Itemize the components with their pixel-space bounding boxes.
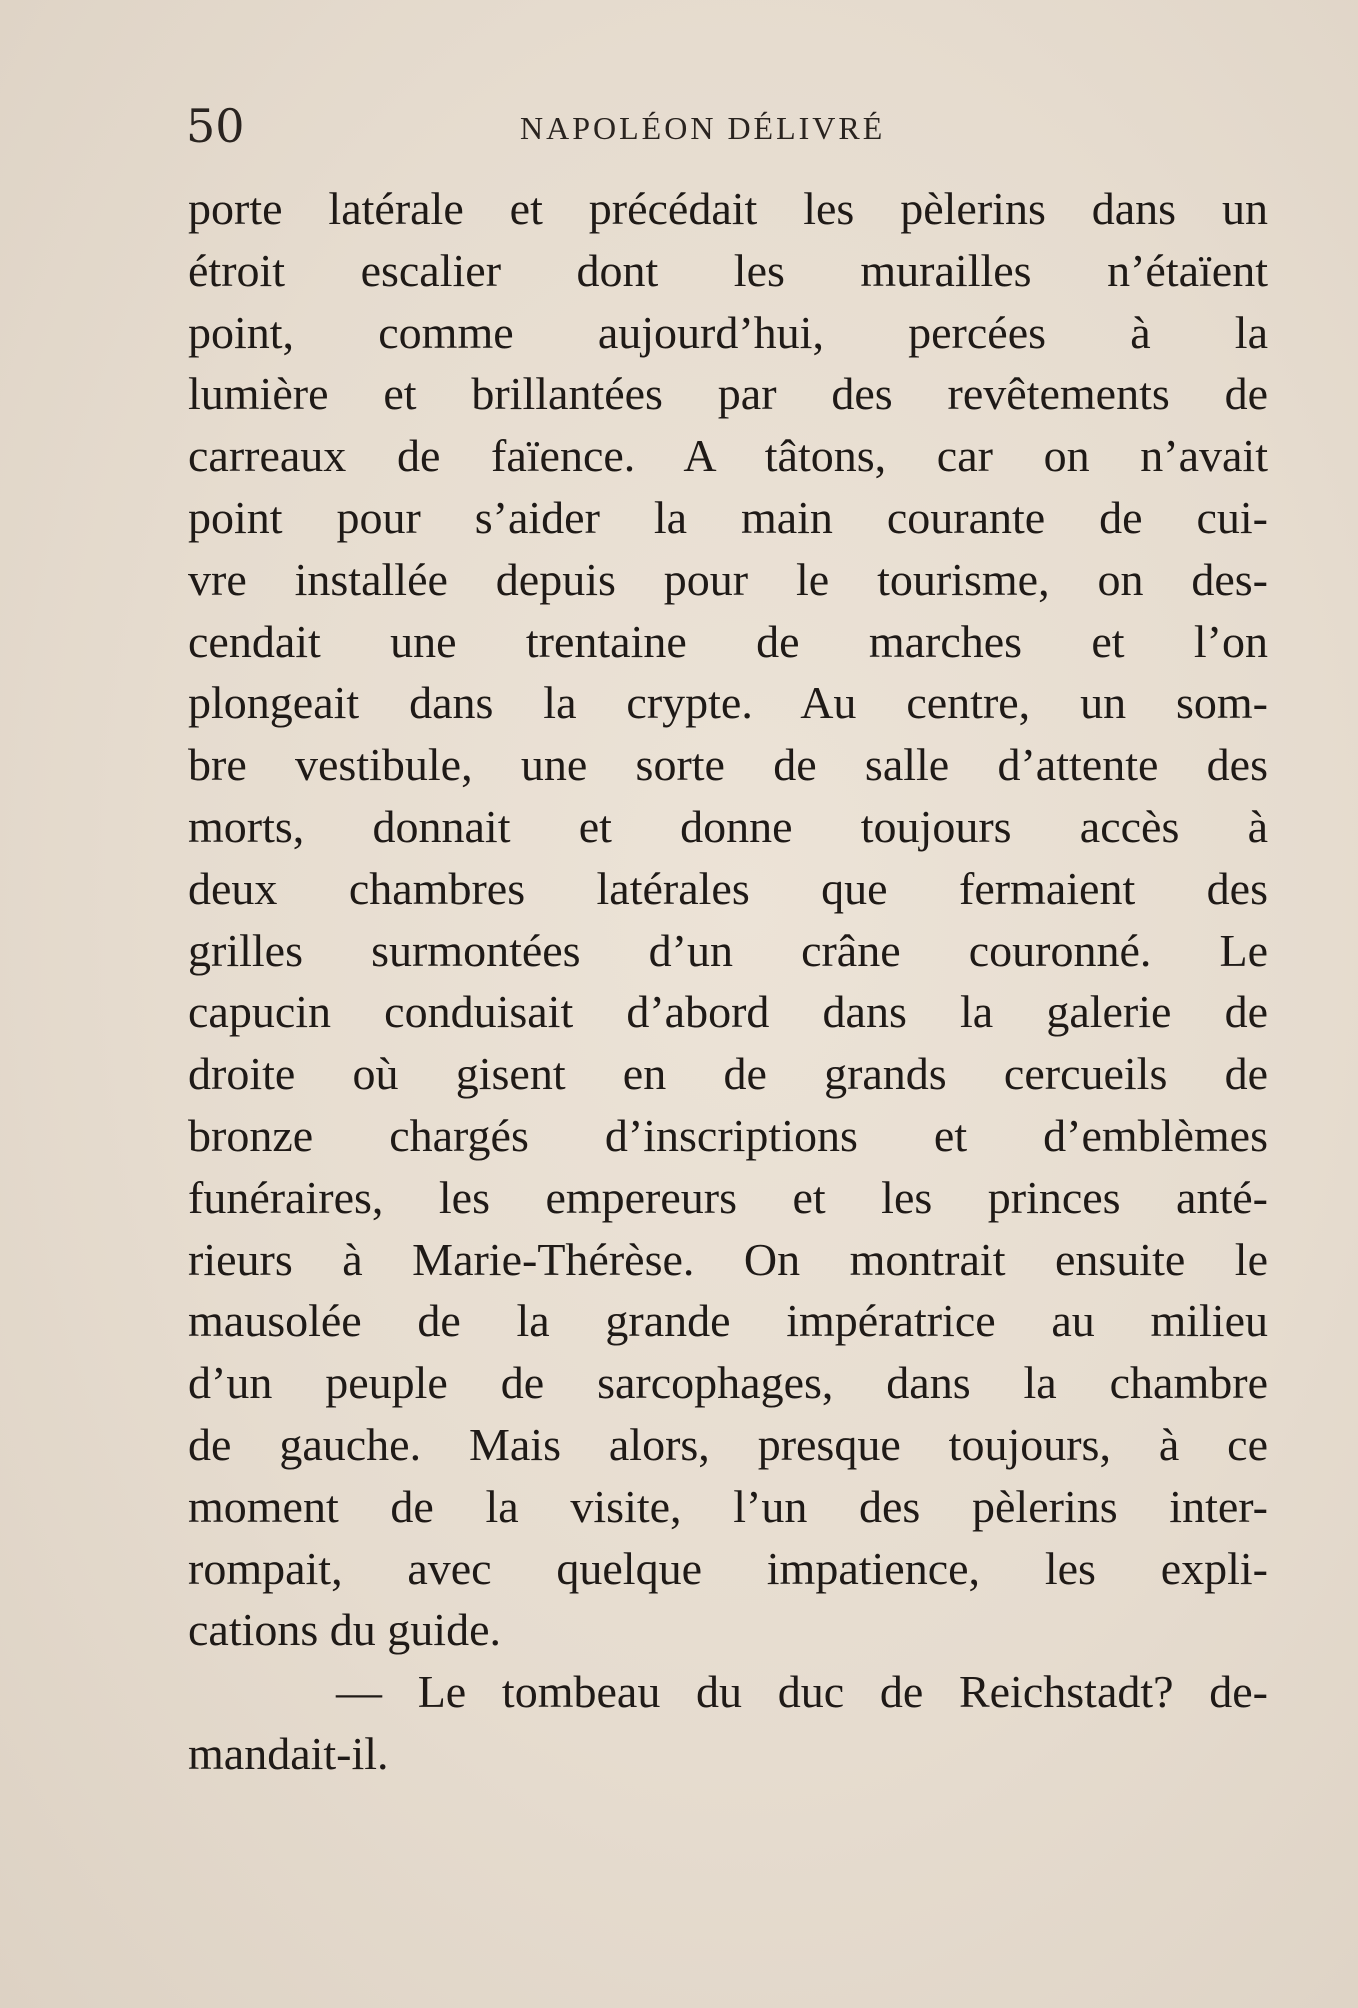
text-line: point pour s’aider la main courante de cui-	[188, 491, 1268, 543]
text-line: bre vestibule, une sorte de salle d’attente des	[188, 739, 1268, 791]
text-line: étroit escalier dont les murailles n’étaïent	[188, 244, 1268, 296]
text-line: capucin conduisait d’abord dans la galerie de	[188, 986, 1268, 1038]
page-number: 50	[186, 99, 245, 153]
text-line: funéraires, les empereurs et les princes anté-	[188, 1171, 1268, 1223]
text-line: mausolée de la grande impératrice au milieu	[188, 1295, 1268, 1347]
text-line: grilles surmontées d’un crâne couronné. Le	[188, 924, 1268, 976]
text-line: bronze chargés d’inscriptions et d’emblèmes	[188, 1109, 1268, 1161]
text-line: morts, donnait et donne toujours accès à	[188, 800, 1268, 852]
text-line: plongeait dans la crypte. Au centre, un som-	[188, 677, 1268, 729]
text-line: rieurs à Marie-Thérèse. On montrait ensuite le	[188, 1233, 1268, 1285]
text-line: cations du guide.	[188, 1604, 501, 1656]
text-line: lumière et brillantées par des revêtements de	[188, 368, 1268, 420]
text-line: de gauche. Mais alors, presque toujours, à ce	[188, 1418, 1268, 1470]
text-line: d’un peuple de sarcophages, dans la chambre	[188, 1357, 1268, 1409]
page-header	[186, 96, 1266, 156]
text-line: droite où gisent en de grands cercueils de	[188, 1048, 1268, 1100]
text-line: carreaux de faïence. A tâtons, car on n’avait	[188, 430, 1268, 482]
text-line: point, comme aujourd’hui, percées à la	[188, 306, 1268, 358]
text-line: vre installée depuis pour le tourisme, on des-	[188, 553, 1268, 605]
body-text	[188, 178, 1268, 1785]
text-line: deux chambres latérales que fermaient des	[188, 862, 1268, 914]
running-title: NAPOLÉON DÉLIVRÉ	[520, 110, 886, 146]
text-line: porte latérale et précédait les pèlerins dans un	[188, 183, 1268, 234]
text-line: mandait-il.	[188, 1727, 389, 1779]
text-line: cendait une trentaine de marches et l’on	[188, 615, 1268, 667]
text-line: moment de la visite, l’un des pèlerins inter-	[188, 1480, 1268, 1532]
text-line: rompait, avec quelque impatience, les expli-	[188, 1542, 1268, 1594]
text-line: — Le tombeau du duc de Reichstadt? de-	[336, 1666, 1268, 1718]
